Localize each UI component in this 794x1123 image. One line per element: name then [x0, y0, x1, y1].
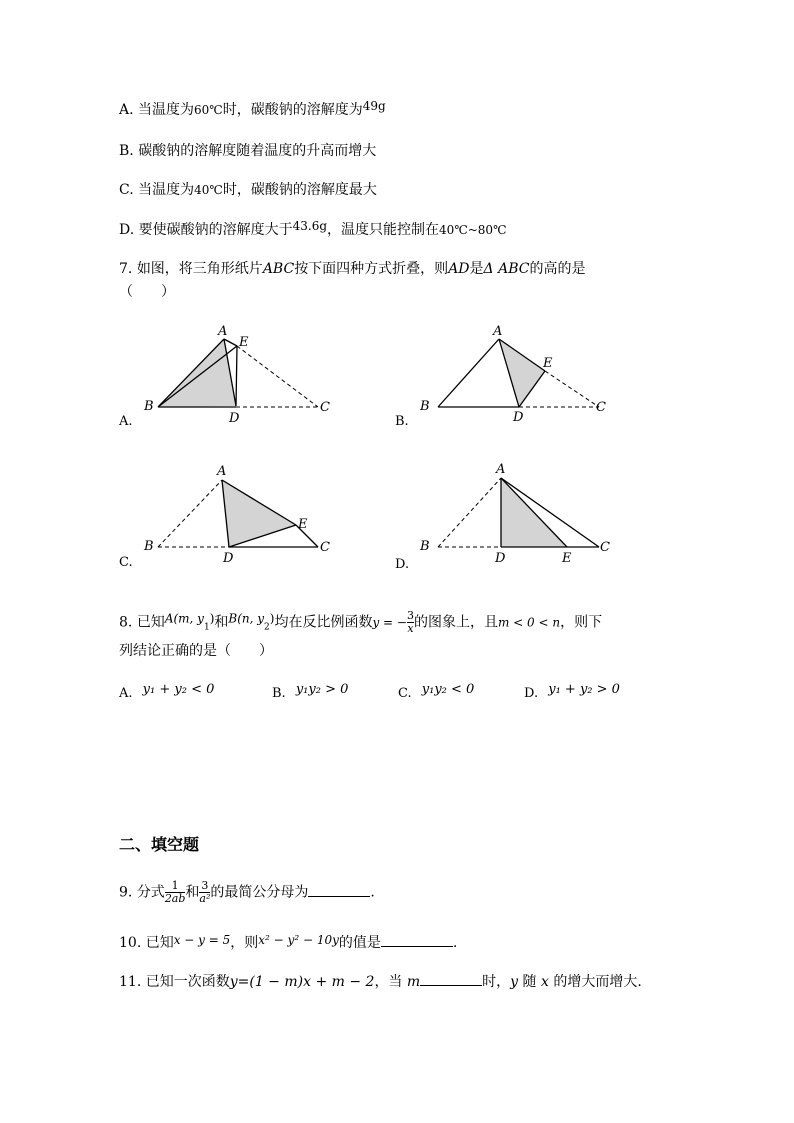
label-c: C: [600, 540, 610, 555]
q7-option-b-label: B.: [395, 414, 409, 429]
label-b: B: [420, 539, 430, 554]
q7-figure-c: [140, 458, 350, 563]
label-b: B: [144, 539, 154, 554]
label-e: E: [298, 517, 308, 532]
q6-option-d: D. 要使碳酸钠的溶解度大于43.6g，温度只能控制在40℃~80℃: [119, 219, 507, 238]
label-d: D: [223, 551, 234, 563]
answer-blank[interactable]: [381, 934, 453, 947]
label-a: A: [493, 324, 503, 339]
q9-fraction-1: $\frac{1}{2ab}$: [164, 879, 186, 905]
label-c: C: [320, 400, 330, 415]
fold-shaded-region: [499, 339, 545, 407]
label-d: D: [495, 551, 506, 563]
label-b: B: [144, 399, 154, 414]
q8-option-a: A. y₁ + y₂ < 0: [119, 682, 215, 701]
q8-stem: 8. 已知A(m, $y_1$)和B(n, $y_2$)均在反比例函数y = − $\frac{3}{x}$ 的图象上，且m < 0 < n，则下: [119, 609, 603, 635]
q7-answer-paren: （ ）: [119, 284, 175, 300]
q6-option-c: C. 当温度为40℃时，碳酸钠的溶解度最大: [119, 182, 377, 198]
q10-stem: 10. 已知x − y = 5，则x² − y² − 10y的值是 .: [119, 933, 458, 951]
side-ab: [438, 339, 499, 407]
label-e: E: [562, 551, 572, 563]
dashed-ab: [158, 480, 222, 547]
q6-option-b: B. 碳酸钠的溶解度随着温度的升高而增大: [119, 143, 377, 159]
label-c: C: [596, 400, 606, 415]
q8-stem-line2: 列结论正确的是（ ）: [119, 643, 273, 659]
label-a: A: [217, 464, 227, 479]
q7-figure-d: [416, 458, 626, 563]
q7-figure-b: [416, 318, 626, 423]
section-heading: 二、填空题: [119, 835, 200, 854]
fold-shaded-region: [158, 339, 236, 407]
q8-option-b: B. y₁y₂ > 0: [272, 682, 349, 701]
answer-blank[interactable]: [420, 973, 482, 986]
label-a: A: [218, 324, 228, 339]
label-b: B: [420, 399, 430, 414]
segment-ed: [236, 346, 237, 406]
segment-ae: [224, 339, 237, 346]
q9-stem: 9. 分式 $\frac{1}{2ab}$ 和 $\frac{3}{\text{a²}}$ 的最简公分母为 .: [119, 879, 375, 905]
label-e: E: [239, 335, 249, 350]
answer-blank[interactable]: [308, 884, 370, 897]
q11-stem: 11. 已知一次函数y=(1 − m)x + m − 2，当 m 时，y 随 x 的增大而增大.: [119, 974, 642, 990]
dashed-ec: [545, 371, 599, 407]
label-c: C: [320, 540, 330, 555]
dashed-ec: [237, 346, 318, 407]
q8-fraction: $\frac{3}{x}$: [406, 609, 414, 635]
label-a: A: [496, 462, 506, 477]
q7-stem: 7. 如图，将三角形纸片ABC按下面四种方式折叠，则AD是Δ ABC的高的是: [119, 261, 586, 277]
label-e: E: [543, 356, 553, 371]
q9-fraction-2: $\frac{3}{\text{a²}}$: [199, 879, 211, 905]
label-d: D: [513, 410, 524, 423]
q8-option-d: D. y₁ + y₂ > 0: [524, 682, 620, 701]
q7-option-d-label: D.: [395, 557, 410, 572]
q7-option-a-label: A.: [119, 414, 133, 429]
q7-option-c-label: C.: [119, 555, 133, 570]
q8-option-c: C. y₁y₂ < 0: [398, 682, 475, 701]
q7-figure-a: [140, 318, 350, 423]
dashed-ab: [438, 478, 501, 547]
label-d: D: [229, 411, 240, 423]
q6-option-a: A. 当温度为60℃时，碳酸钠的溶解度为49g: [119, 99, 386, 118]
